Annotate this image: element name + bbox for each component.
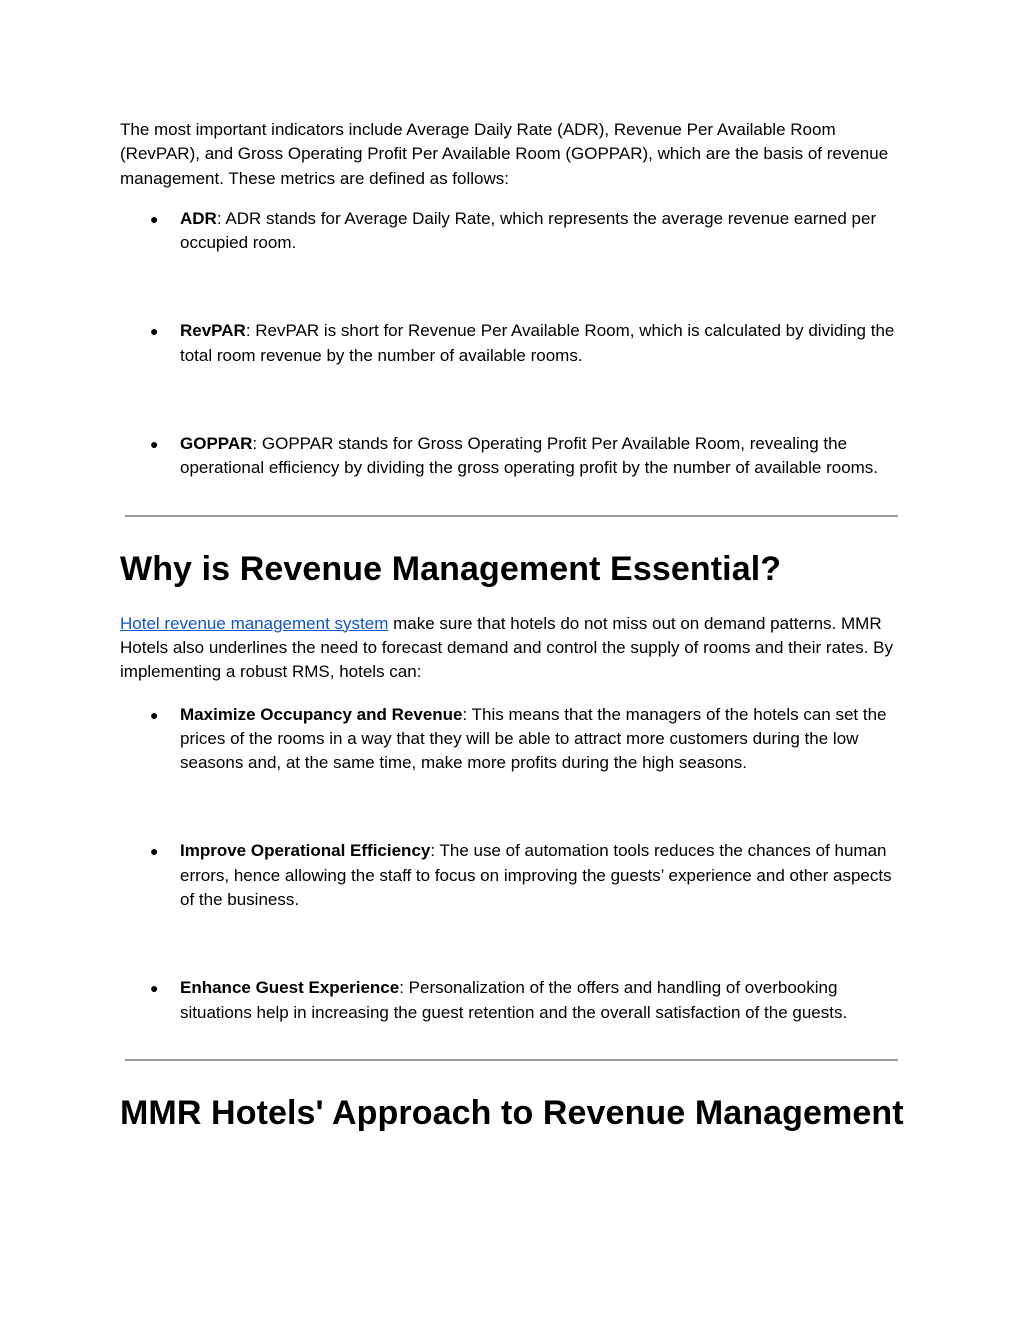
- list-item: [120, 976, 910, 1025]
- section-heading: MMR Hotels' Approach to Revenue Management: [120, 1093, 904, 1132]
- benefits-list: [120, 703, 910, 1025]
- benefit-description: : The use of automation tools reduces the chances of human errors, hence allowing the staff to focus on improving the guests’ experience and other aspects of the business.: [180, 841, 892, 910]
- bullet-icon: ●: [150, 706, 159, 723]
- metric-description: : GOPPAR stands for Gross Operating Profit Per Available Room, revealing the operational efficiency by dividing the gross operating profit by the number of available rooms.: [180, 434, 879, 478]
- metric-term: RevPAR: [180, 321, 246, 341]
- metric-term: ADR: [180, 208, 217, 228]
- section-heading: Why is Revenue Management Essential?: [120, 549, 782, 588]
- list-item: [120, 432, 910, 481]
- hotel-rms-link[interactable]: Hotel revenue management system: [120, 613, 389, 633]
- list-item: [120, 319, 910, 368]
- metric-description: : ADR stands for Average Daily Rate, which represents the average revenue earned per occupied room.: [180, 208, 877, 253]
- paragraph-text: make sure that hotels do not miss out on demand patterns. MMR Hotels also underlines the need to forecast demand and control the supply of rooms and their rates. By implementing a robust RMS, hotels can:: [120, 613, 894, 682]
- metric-description: : RevPAR is short for Revenue Per Available Room, which is calculated by dividing the total room revenue by the number of available rooms.: [180, 321, 895, 365]
- metric-term: GOPPAR: [180, 434, 253, 454]
- metrics-list: [120, 207, 910, 481]
- benefit-term: Improve Operational Efficiency: [180, 841, 431, 861]
- bullet-icon: ●: [150, 980, 159, 997]
- benefit-term: Enhance Guest Experience: [180, 978, 400, 998]
- bullet-icon: ●: [150, 436, 159, 453]
- list-item: [120, 839, 910, 912]
- bullet-icon: ●: [150, 323, 159, 340]
- document-page: [120, 118, 910, 1133]
- horizontal-divider: [125, 1059, 898, 1061]
- benefit-description: : This means that the managers of the hotels can set the prices of the rooms in a way that they will be able to attract more customers during the low seasons and, at the same time, make more profits during the high seasons.: [180, 704, 887, 773]
- list-item: [120, 207, 910, 256]
- benefit-description: : Personalization of the offers and handling of overbooking situations help in increasing the guest retention and the overall satisfaction of the guests.: [180, 978, 848, 1022]
- list-item: [120, 703, 910, 776]
- section-paragraph: [120, 612, 910, 685]
- bullet-icon: ●: [150, 843, 159, 860]
- horizontal-divider: [125, 515, 898, 517]
- benefit-term: Maximize Occupancy and Revenue: [180, 704, 463, 724]
- bullet-icon: ●: [150, 210, 159, 227]
- intro-paragraph: The most important indicators include Average Daily Rate (ADR), Revenue Per Available Room (RevPAR), and Gross Operating Profit Per Available Room (GOPPAR), which are the basis of revenue management. These metrics are defined as follows:: [120, 120, 889, 188]
